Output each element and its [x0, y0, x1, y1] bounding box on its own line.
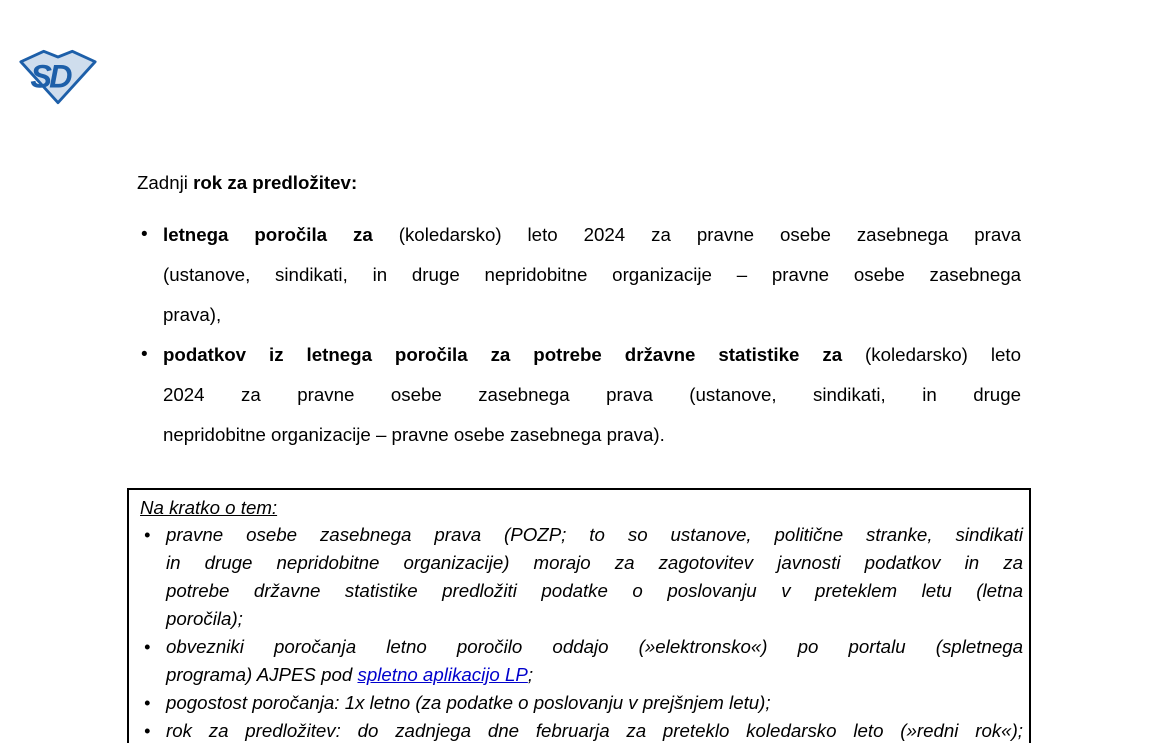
- sd-shield-logo-icon: [18, 48, 98, 106]
- heading-normal-part: Zadnji: [137, 172, 194, 193]
- item2-post-text: ;: [527, 664, 534, 685]
- item2-line2: [166, 661, 1023, 689]
- bullet2-line1: [163, 335, 1021, 375]
- clipped-line: • rok za predložitev: do zadnjega dne februarja za preteklo koledarsko leto (»redni rok«);: [166, 720, 1023, 741]
- item1-line3: potrebe državne statistike predložiti podatke o poslovanju v preteklem letu (letna: [166, 580, 1023, 601]
- summary-item-pozp: [140, 521, 1023, 633]
- summary-item-frequency: [140, 689, 1023, 717]
- summary-box: [127, 488, 1031, 743]
- bullet1-line2: (ustanove, sindikati, in druge nepridobitne organizacije – pravne osebe zasebnega: [163, 264, 1021, 285]
- bullet2-line2: 2024 za pravne osebe zasebnega prava (ustanove, sindikati, in druge: [163, 384, 1021, 405]
- summary-item-clipped: [140, 717, 1023, 743]
- lp-app-link[interactable]: spletno aplikacijo LP: [357, 664, 528, 685]
- logo-letters: SD: [30, 58, 70, 95]
- bullet-annual-report: [137, 215, 1021, 335]
- bullet2-line3: nepridobitne organizacije – pravne osebe zasebnega prava).: [163, 424, 665, 445]
- item3-line1: • pogostost poročanja: 1x letno (za podatke o poslovanju v prejšnjem letu);: [166, 692, 771, 713]
- item1-line2: in druge nepridobitne organizacije) morajo za zagotovitev javnosti podatkov in za: [166, 552, 1023, 573]
- bullet1-bold-text: letnega poročila za: [163, 224, 373, 245]
- bullet1-rest-text: (koledarsko) leto 2024 za pravne osebe zasebnega prava: [372, 224, 1021, 245]
- deadline-heading: [137, 170, 1021, 196]
- bullet2-bold-text: podatkov iz letnega poročila za potrebe državne statistike za: [163, 344, 843, 365]
- summary-list: [140, 521, 1023, 743]
- bullet-statistics-data: [137, 335, 1021, 455]
- item2-line1: • obvezniki poročanja letno poročilo oddajo (»elektronsko«) po portalu (spletnega: [166, 636, 1023, 657]
- heading-bold-part: rok za predložitev:: [193, 172, 358, 193]
- summary-item-submission: [140, 633, 1023, 689]
- deadline-bullet-list: [137, 215, 1021, 455]
- item1-line1: • pravne osebe zasebnega prava (POZP; to so ustanove, politične stranke, sindikati: [166, 524, 1023, 545]
- item2-pre-text: programa) AJPES pod: [166, 664, 358, 685]
- summary-box-title: Na kratko o tem:: [140, 497, 278, 518]
- bullet2-rest-text: (koledarsko) leto: [842, 344, 1021, 365]
- bullet1-line3: prava),: [163, 304, 222, 325]
- item1-line4: poročila);: [166, 608, 243, 629]
- bullet1-line1: [163, 215, 1021, 255]
